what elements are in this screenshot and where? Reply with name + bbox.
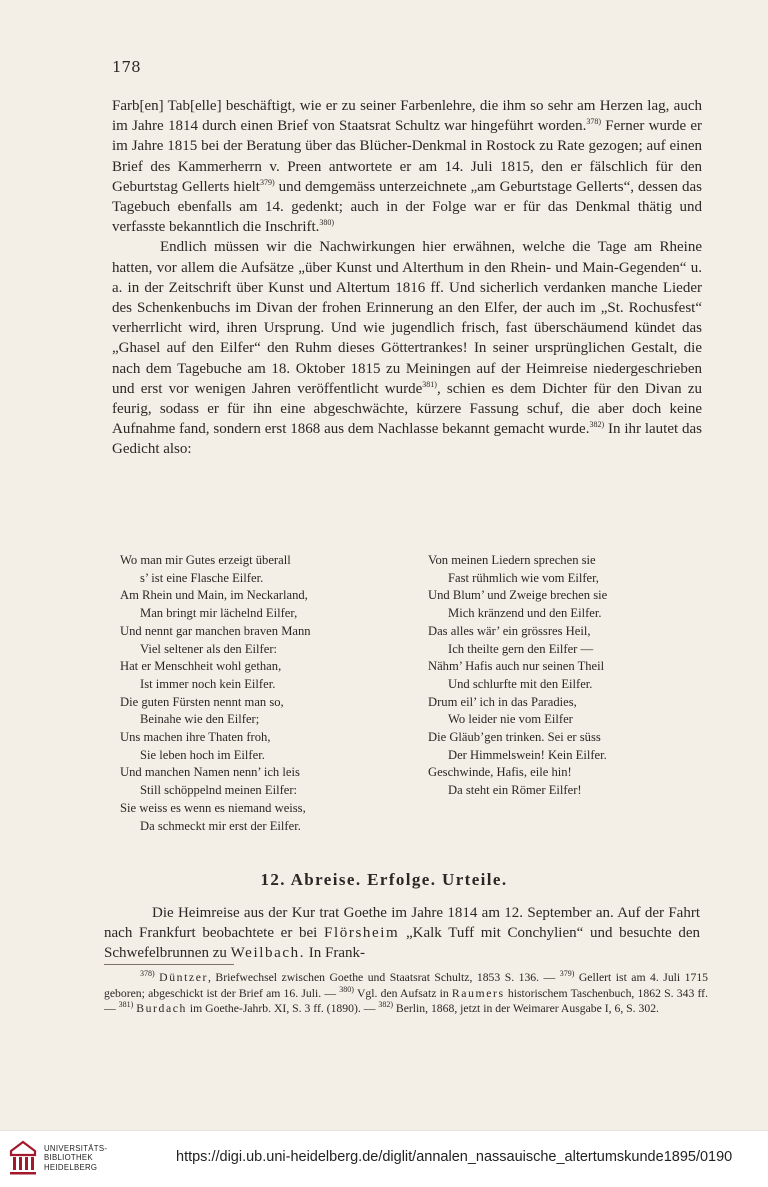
poem-line: Mich kränzend und den Eilfer. xyxy=(448,606,602,621)
poem-line: Der Himmelswein! Kein Eilfer. xyxy=(448,747,607,762)
poem-line: Da schmeckt mir erst der Eilfer. xyxy=(140,818,301,833)
spaced-name: Raumers xyxy=(451,986,505,1000)
poem-line: Und schlurfte mit den Eilfer. xyxy=(448,676,593,691)
footnote-divider xyxy=(104,964,234,965)
text-run: historischem Taschenbuch, 1862 S. 343 ff. — xyxy=(104,986,708,1016)
poem-line: Man bringt mir lächelnd Eilfer, xyxy=(140,606,298,621)
poem-line: Und nennt gar manchen braven Mann xyxy=(120,623,311,638)
text-run: Vgl. den Aufsatz in xyxy=(353,986,452,1000)
poem-line: Die Gläub’gen trinken. Sei er süss xyxy=(428,730,601,745)
poem-line: Geschwinde, Hafis, eile hin! xyxy=(428,765,572,780)
text-run: Die Heimreise aus der Kur trat Goethe im Jahre 1814 am 12. September an. Auf der Fahrt nach Frankfurt beobachtete er bei xyxy=(104,905,700,942)
text-run: Ferner wurde er im Jahre 1815 bei der Beratung über das Blücher-Denkmal in Rostock zu Rate gezogen; auf einen Brief des Kammerherrn v. Preen antwortete er am 14. Juli 1815, den er fälschlich für den Geburtstag Gellerts hielt xyxy=(112,118,702,195)
library-name-line: UNIVERSITÄTS- xyxy=(44,1144,108,1153)
spaced-name: Flörsheim xyxy=(324,925,400,942)
text-run: Farb[en] Tab[elle] beschäftigt, wie er zu seiner Farbenlehre, die ihm so sehr am Herzen lag, auch im Jahre 1814 durch einen Brief von Staatsrat Schultz war hingeführt worden. xyxy=(112,98,702,135)
footnote-ref-380[interactable]: 380) xyxy=(319,218,335,228)
text-run: im Goethe-Jahrb. XI, S. 3 ff. (1890). — xyxy=(187,1002,379,1016)
poem-line: Am Rhein und Main, im Neckarland, xyxy=(120,588,308,603)
poem-line: Still schöppelnd meinen Eilfer: xyxy=(140,783,298,798)
text-run: Gellert ist am 4. Juli 1715 geboren; abgeschickt ist der Brief am 16. Juli. — xyxy=(104,971,709,1000)
library-name-line: BIBLIOTHEK xyxy=(44,1153,93,1163)
poem-line: Das alles wär’ ein grössres Heil, xyxy=(428,623,591,638)
poem-line: Da steht ein Römer Eilfer! xyxy=(448,783,582,798)
spaced-name: Burdach xyxy=(136,1002,187,1016)
poem-line: Die guten Fürsten nennt man so, xyxy=(120,694,284,709)
text-run: , Briefwechsel zwischen Goethe und Staatsrat Schultz, 1853 S. 136. — xyxy=(208,971,560,984)
poem-line: s’ ist eine Flasche Eilfer. xyxy=(140,570,264,585)
spaced-name: Düntzer xyxy=(159,971,208,984)
poem-line: Nähm’ Hafis auch nur seinen Theil xyxy=(428,659,605,674)
footnote-number: 378) xyxy=(140,969,155,979)
text-run: In ihr lautet das Gedicht also: xyxy=(112,421,702,458)
text-run: Berlin, 1868, jetzt in der Weimarer Ausgabe I, 6, S. 302. xyxy=(392,1002,659,1016)
poem-line: Uns machen ihre Thaten froh, xyxy=(120,730,271,745)
section-heading: 12. Abreise. Erfolge. Urteile. xyxy=(260,870,508,889)
paragraph-3 xyxy=(104,903,700,964)
footnote-number: 379) xyxy=(559,969,575,979)
text-run: Endlich müssen wir die Nachwirkungen hier erwähnen, welche die Tage am Rheine hatten, vor allem die Aufsätze „über Kunst und Alterthum in den Rhein- und Main-Gegenden“ u. a. in der Zeitschrift über Kunst und Altertum 1816 ff. Und sicherlich verdanken manche Lieder des Schenkenbuchs im Divan der frohen Erinnerung an den Elfer, der auch im „St. Rochusfest“ verherrlicht wird, ihren Ursprung. Und wie jugendlich frisch, fast überschäumend kündet das „Ghasel auf den Eilfer“ den Ruhm dieses Göttertrankes! In seiner ursprünglichen Gestalt, die nach dem Tagebuche am 18. Oktober 1815 zu Meiningen auf der Heimreise niedergeschrieben und erst vor wenigen Jahren veröffentlicht wurde xyxy=(112,239,702,397)
paragraph-1 xyxy=(112,96,702,237)
spaced-name: Weilbach. xyxy=(230,945,306,962)
viewer-footer xyxy=(0,1130,768,1187)
poem-line: Sie leben hoch im Eilfer. xyxy=(140,747,265,762)
poem-line: Und manchen Namen nenn’ ich leis xyxy=(120,765,300,780)
poem-line: Fast rühmlich wie vom Eilfer, xyxy=(448,570,599,585)
poem-line: Hat er Menschheit wohl gethan, xyxy=(120,659,282,674)
poem-line: Viel seltener als den Eilfer: xyxy=(140,641,278,656)
text-run: „Kalk Tuff mit Conchylien“ und besuchte den Schwefelbrunnen zu xyxy=(104,925,700,962)
poem-line: Sie weiss es wenn es niemand weiss, xyxy=(120,800,306,815)
footnote-number: 380) xyxy=(339,984,354,994)
poem-line: Drum eil’ ich in das Paradies, xyxy=(428,694,577,709)
footnote-number: 381) xyxy=(118,1000,134,1010)
poem-line: Und Blum’ und Zweige brechen sie xyxy=(428,588,608,603)
university-library-logo-icon[interactable] xyxy=(8,1139,38,1177)
text-run: und demgemäss unterzeichnete „am Geburtstage Gellerts“, dessen das Tagebuch ebenfalls am 14. gedenkt; auch in der Folge war er für das Denkmal thätig und verfasste bekanntlich die Inschrift. xyxy=(112,178,702,236)
footnote-ref-381[interactable]: 381) xyxy=(422,379,437,389)
library-name-line: HEIDELBERG xyxy=(44,1162,98,1172)
footnote-number: 382) xyxy=(378,1000,393,1010)
text-run: , schien es dem Dichter für den Divan zu feurig, sodass er für ihn eine abgeschwächte, kürzere Fassung schuf, die aber doch keine Aufnahme fand, sondern erst 1868 aus dem Nachlasse bekannt gemacht wurde. xyxy=(112,380,702,438)
poem-right-column xyxy=(428,552,718,800)
permalink-url[interactable]: https://digi.ub.uni-heidelberg.de/diglit/annalen_nassauische_altertumskunde1895/0190 xyxy=(176,1149,733,1165)
footnote-ref-379[interactable]: 379) xyxy=(259,177,275,187)
section-text xyxy=(104,903,700,964)
poem-line: Beinahe wie den Eilfer; xyxy=(140,712,260,727)
poem-line: Von meinen Liedern sprechen sie xyxy=(428,553,596,567)
footnote-block xyxy=(104,970,708,1017)
text-run: In Frank- xyxy=(305,945,366,962)
poem-line: Wo man mir Gutes erzeigt überall xyxy=(120,553,291,567)
footnote-ref-382[interactable]: 382) xyxy=(589,420,605,430)
library-name xyxy=(44,1144,107,1172)
poem-line: Wo leider nie vom Eilfer xyxy=(448,712,573,727)
footnote-ref-378[interactable]: 378) xyxy=(586,117,601,127)
page-number: 178 xyxy=(112,58,141,76)
footnotes xyxy=(104,970,708,1017)
poem-left-column xyxy=(120,552,400,835)
main-text xyxy=(112,96,702,460)
paragraph-2 xyxy=(112,237,702,459)
poem-line: Ist immer noch kein Eilfer. xyxy=(140,676,276,691)
poem-line: Ich theilte gern den Eilfer — xyxy=(448,641,594,656)
